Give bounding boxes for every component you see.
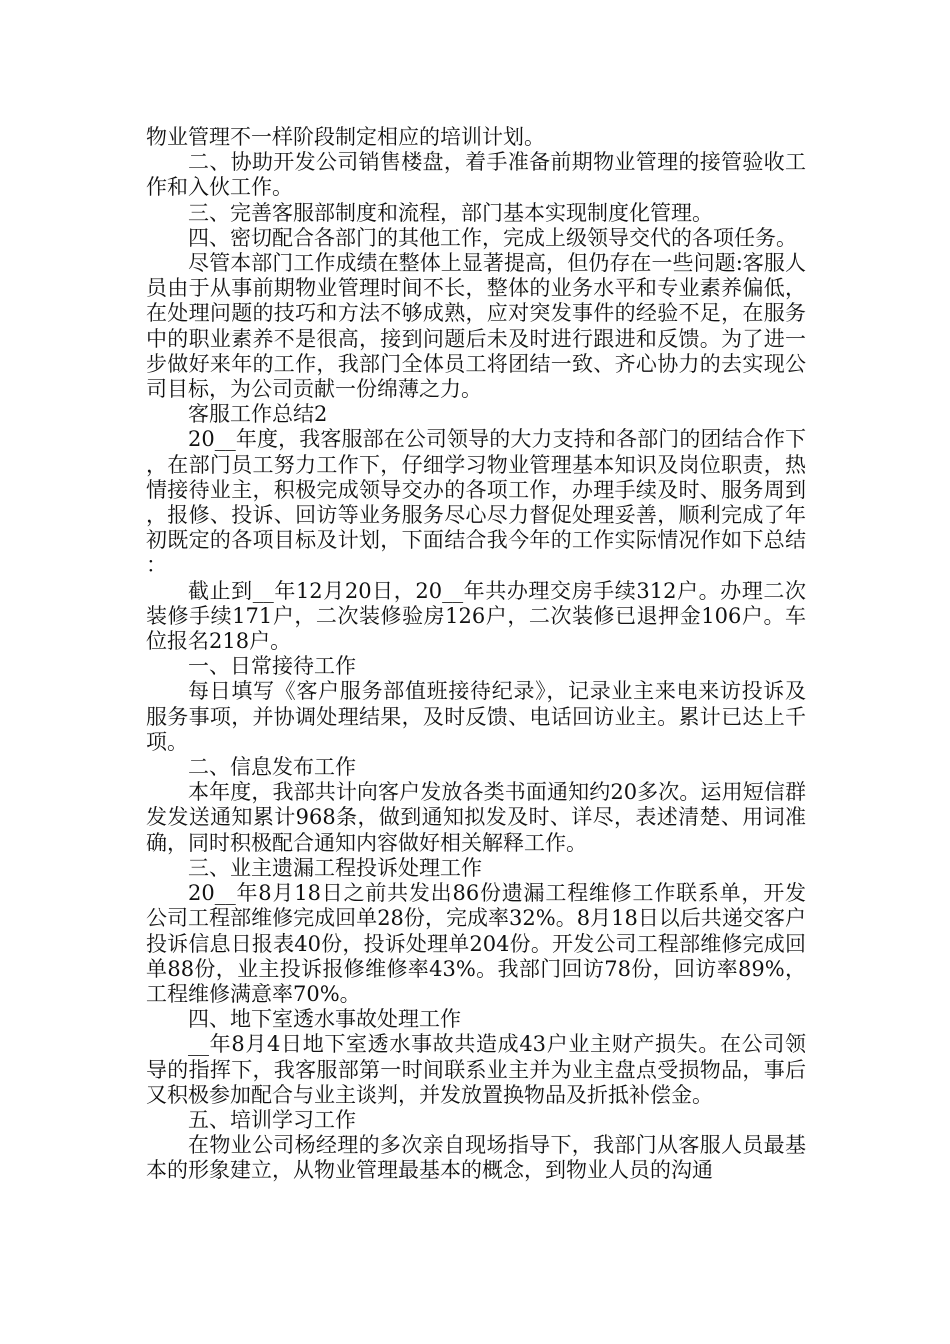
- section-heading: 四、地下室透水事故处理工作: [188, 1007, 461, 1032]
- paragraph: 四、密切配合各部门的其他工作，完成上级领导交代的各项任务。: [188, 225, 797, 250]
- paragraph: 截止到__年12月20日，20__年共办理交房手续312户。办理二次装修手续171户，二次装修验房126户，二次装修已退押金106户。车位报名218户。: [146, 578, 806, 654]
- paragraph: 本年度，我部共计向客户发放各类书面通知约20多次。运用短信群发发送通知累计968条，做到通知拟发及时、详尽，表述清楚、用词准确，同时积极配合通知内容做好相关解释工作。: [146, 780, 806, 855]
- paragraph: 20__年度，我客服部在公司领导的大力支持和各部门的团结合作下，在部门员工努力工作下，仔细学习物业管理基本知识及岗位职责，热情接待业主，积极完成领导交办的各项工作，办理手续及时、服务周到，报修、投诉、回访等业务服务尽心尽力督促处理妥善，顺利完成了年初既定的各项目标及计划，下面结合我今年的工作实际情况作如下总结：: [146, 427, 806, 578]
- paragraph: 物业管理不一样阶段制定相应的培训计划。: [146, 125, 545, 149]
- section-heading: 二、信息发布工作: [188, 755, 356, 780]
- paragraph: 尽管本部门工作成绩在整体上显著提高，但仍存在一些问题:客服人员由于从事前期物业管理时间不长，整体的业务水平和专业素养偏低，在处理问题的技巧和方法不够成熟，应对突发事件的经验不足，在服务中的职业素养不是很高，接到问题后未及时进行跟进和反馈。为了进一步做好来年的工作，我部门全体员工将团结一致、齐心协力的去实现公司目标，为公司贡献一份绵薄之力。: [146, 251, 806, 402]
- section-heading: 客服工作总结2: [188, 402, 328, 427]
- paragraph: 二、协助开发公司销售楼盘，着手准备前期物业管理的接管验收工作和入伙工作。: [146, 150, 806, 200]
- paragraph: __年8月4日地下室透水事故共造成43户业主财产损失。在公司领导的指挥下，我客服部第一时间联系业主并为业主盘点受损物品，事后又积极参加配合与业主谈判，并发放置换物品及折抵补偿金。: [146, 1032, 806, 1107]
- section-heading: 三、业主遗漏工程投诉处理工作: [188, 855, 482, 880]
- paragraph: 每日填写《客户服务部值班接待纪录》，记录业主来电来访投诉及服务事项，并协调处理结果，及时反馈、电话回访业主。累计已达上千项。: [146, 679, 806, 754]
- section-heading: 一、日常接待工作: [188, 654, 356, 679]
- paragraph: 20__年8月18日之前共发出86份遗漏工程维修工作联系单，开发公司工程部维修完成回单28份，完成率32%。8月18日以后共递交客户投诉信息日报表40份，投诉处理单204份。开发公司工程部维修完成回单88份，业主投诉报修维修率43%。我部门回访78份，回访率89%，工程维修满意率70%。: [146, 881, 806, 1006]
- section-heading: 五、培训学习工作: [188, 1107, 356, 1132]
- paragraph: 三、完善客服部制度和流程，部门基本实现制度化管理。: [188, 200, 713, 225]
- paragraph: 在物业公司杨经理的多次亲自现场指导下，我部门从客服人员最基本的形象建立，从物业管理最基本的概念，到物业人员的沟通: [146, 1133, 806, 1183]
- document-body: [146, 125, 806, 1184]
